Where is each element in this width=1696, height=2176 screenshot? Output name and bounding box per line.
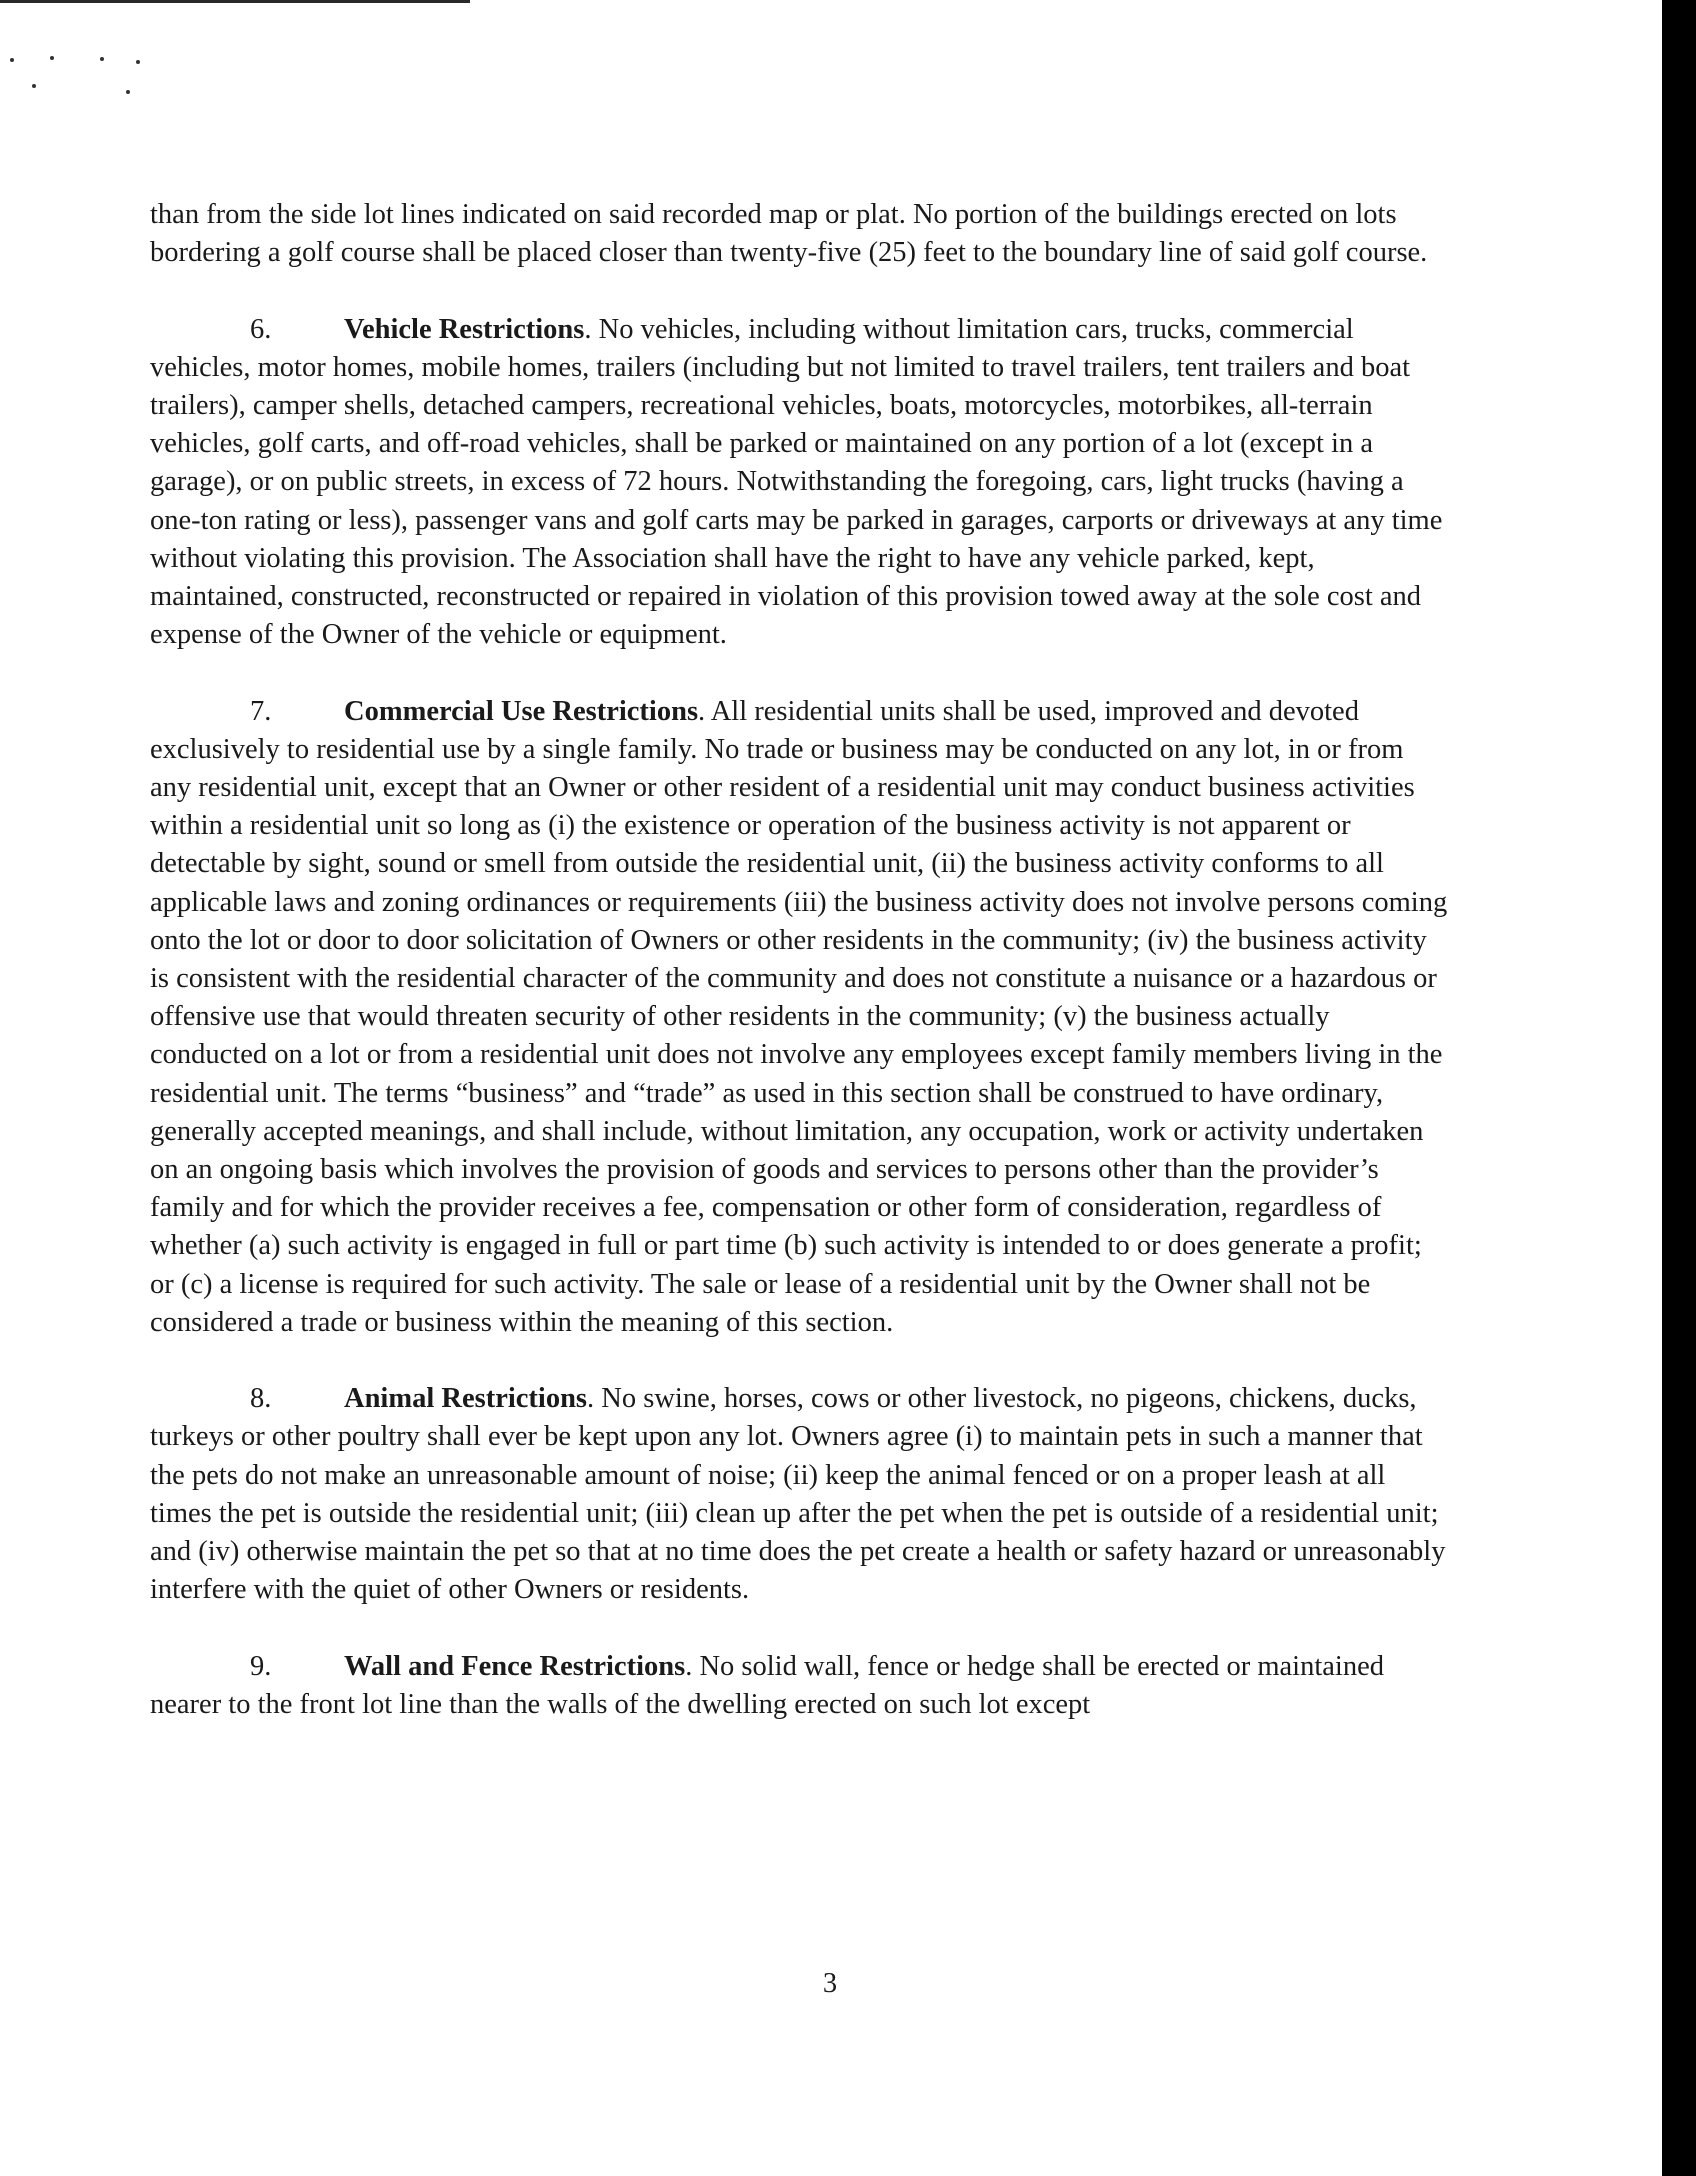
section-heading: Vehicle Restrictions — [344, 313, 585, 345]
section-number: 7. — [250, 695, 272, 727]
scan-speck — [10, 58, 14, 62]
section-vehicle-restrictions — [150, 311, 1450, 655]
scan-speck — [50, 56, 54, 60]
scan-edge-bar — [1662, 0, 1696, 2176]
section-number: 9. — [250, 1650, 272, 1682]
section-number: 8. — [250, 1383, 272, 1415]
scan-speck — [32, 84, 36, 88]
scan-top-rule — [0, 0, 470, 3]
document-body — [150, 196, 1450, 1762]
section-animal-restrictions — [150, 1380, 1450, 1609]
scan-speck — [126, 90, 130, 94]
section-heading: Wall and Fence Restrictions — [344, 1650, 686, 1682]
scan-speck — [100, 57, 104, 61]
section-body: . No solid wall, fence or hedge shall be erected or maintained nearer to the front lot line than the walls of the dwelling erected on such lot except — [150, 1650, 1384, 1720]
section-heading: Animal Restrictions — [344, 1383, 588, 1415]
section-heading: Commercial Use Restrictions — [344, 695, 699, 727]
scan-speck — [136, 60, 140, 64]
section-number: 6. — [250, 313, 272, 345]
continuation-paragraph: than from the side lot lines indicated on said recorded map or plat. No portion of the buildings erected on lots bordering a golf course shall be placed closer than twenty-five (25) feet to the boundary line of said golf course. — [150, 199, 1428, 269]
section-wall-and-fence-restrictions — [150, 1648, 1450, 1724]
section-body: . All residential units shall be used, improved and devoted exclusively to residential use by a single family. No trade or business may be conducted on any lot, in or from any residential unit, except that an Owner or other resident of a residential unit may conduct business activities within a residential unit so long as (i) the existence or operation of the business activity is not apparent or detectable by sight, sound or smell from outside the residential unit, (ii) the business activity conforms to all applicable laws and zoning ordinances or requirements (iii) the business activity does not involve persons coming onto the lot or door to door solicitation of Owners or other residents in the community; (iv) the business activity is consistent with the residential character of the community and does not constitute a nuisance or a hazardous or offensive use that would threaten security of other residents in the community; (v) the business actually conducted on a lot or from a residential unit does not involve any employees except family members living in the residential unit. The terms “business” and “trade” as used in this section shall be construed to have ordinary, generally accepted meanings, and shall include, without limitation, any occupation, work or activity undertaken on an ongoing basis which involves the provision of goods and services to persons other than the provider’s family and for which the provider receives a fee, compensation or other form of consideration, regardless of whether (a) such activity is engaged in full or part time (b) such activity is intended to or does generate a profit; or (c) a license is required for such activity. The sale or lease of a residential unit by the Owner shall not be considered a trade or business within the meaning of this section. — [150, 695, 1448, 1338]
section-body: . No swine, horses, cows or other livestock, no pigeons, chickens, ducks, turkeys or other poultry shall ever be kept upon any lot. Owners agree (i) to maintain pets in such a manner that the pets do not make an unreasonable amount of noise; (ii) keep the animal fenced or on a proper leash at all times the pet is outside the residential unit; (iii) clean up after the pet when the pet is outside of a residential unit; and (iv) otherwise maintain the pet so that at no time does the pet create a health or safety hazard or unreasonably interfere with the quiet of other Owners or residents. — [150, 1383, 1446, 1606]
section-body: . No vehicles, including without limitation cars, trucks, commercial vehicles, motor homes, mobile homes, trailers (including but not limited to travel trailers, tent trailers and boat trailers), camper shells, detached campers, recreational vehicles, boats, motorcycles, motorbikes, all-terrain vehicles, golf carts, and off-road vehicles, shall be parked or maintained on any portion of a lot (except in a garage), or on public streets, in excess of 72 hours. Notwithstanding the foregoing, cars, light trucks (having a one-ton rating or less), passenger vans and golf carts may be parked in garages, carports or driveways at any time without violating this provision. The Association shall have the right to have any vehicle parked, kept, maintained, constructed, reconstructed or repaired in violation of this provision towed away at the sole cost and expense of the Owner of the vehicle or equipment. — [150, 313, 1443, 651]
section-commercial-use-restrictions — [150, 693, 1450, 1342]
page-number: 3 — [822, 1968, 838, 1999]
